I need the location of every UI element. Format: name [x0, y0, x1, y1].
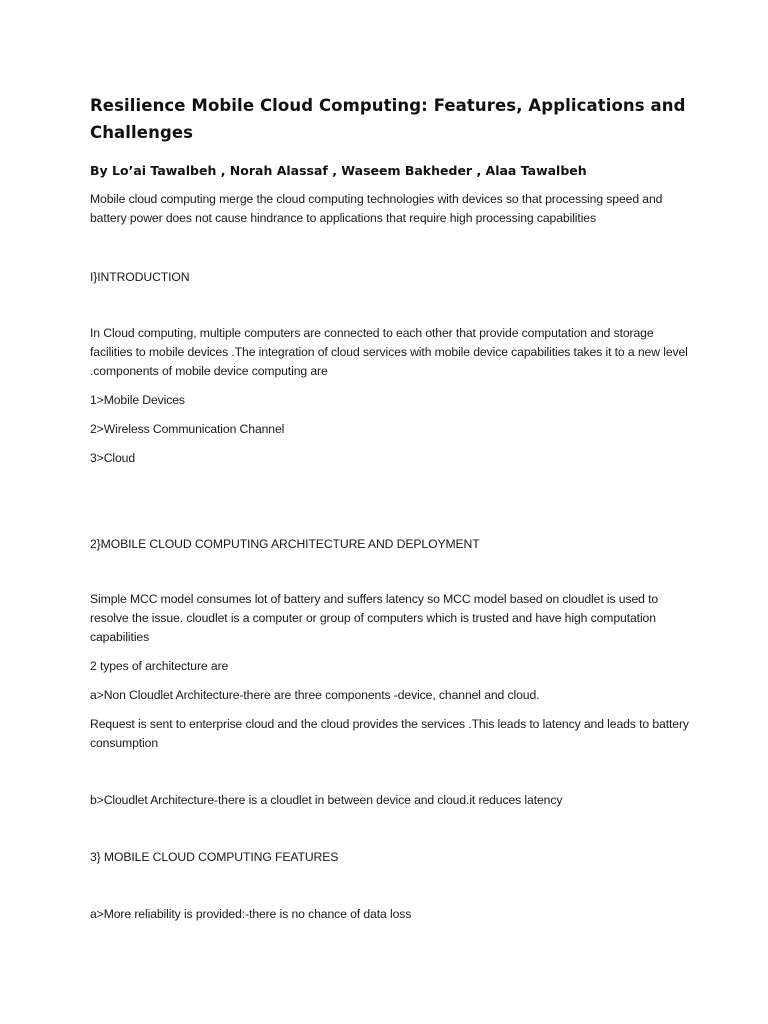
document-title: Resilience Mobile Cloud Computing: Features, Applications and Challenges: [90, 96, 686, 142]
abstract-paragraph: Mobile cloud computing merge the cloud computing technologies with devices so that processing speed and battery power does not cause hindrance to applications that require high processing capabilities: [90, 192, 663, 225]
component-item-cloud: 3>Cloud: [90, 451, 136, 465]
features-item-a: a>More reliability is provided:-there is no chance of data loss: [90, 907, 412, 921]
component-item-mobile-devices: 1>Mobile Devices: [90, 393, 185, 407]
component-item-wireless-channel: 2>Wireless Communication Channel: [90, 422, 285, 436]
architecture-type-b: b>Cloudlet Architecture-there is a cloudlet in between device and cloud.it reduces latency: [90, 793, 563, 807]
introduction-heading: I}INTRODUCTION: [90, 270, 190, 284]
document-page: [90, 92, 690, 924]
architecture-heading: 2}MOBILE CLOUD COMPUTING ARCHITECTURE AND DEPLOYMENT: [90, 537, 480, 551]
architecture-type-a-detail: Request is sent to enterprise cloud and the cloud provides the services .This leads to latency and leads to battery consumption: [90, 717, 689, 750]
architecture-type-a: a>Non Cloudlet Architecture-there are three components -device, channel and cloud.: [90, 688, 540, 702]
introduction-paragraph: In Cloud computing, multiple computers are connected to each other that provide computation and storage facilities to mobile devices .The integration of cloud services with mobile device capabilities takes it to a new level .components of mobile device computing are: [90, 326, 688, 378]
architecture-paragraph: Simple MCC model consumes lot of battery and suffers latency so MCC model based on cloudlet is used to resolve the issue. cloudlet is a computer or group of computers which is trusted and have high computation capabilities: [90, 592, 659, 644]
features-heading: 3} MOBILE CLOUD COMPUTING FEATURES: [90, 850, 339, 864]
architecture-types-intro: 2 types of architecture are: [90, 659, 229, 673]
document-authors: By Lo’ai Tawalbeh , Norah Alassaf , Waseem Bakheder , Alaa Tawalbeh: [90, 163, 587, 178]
